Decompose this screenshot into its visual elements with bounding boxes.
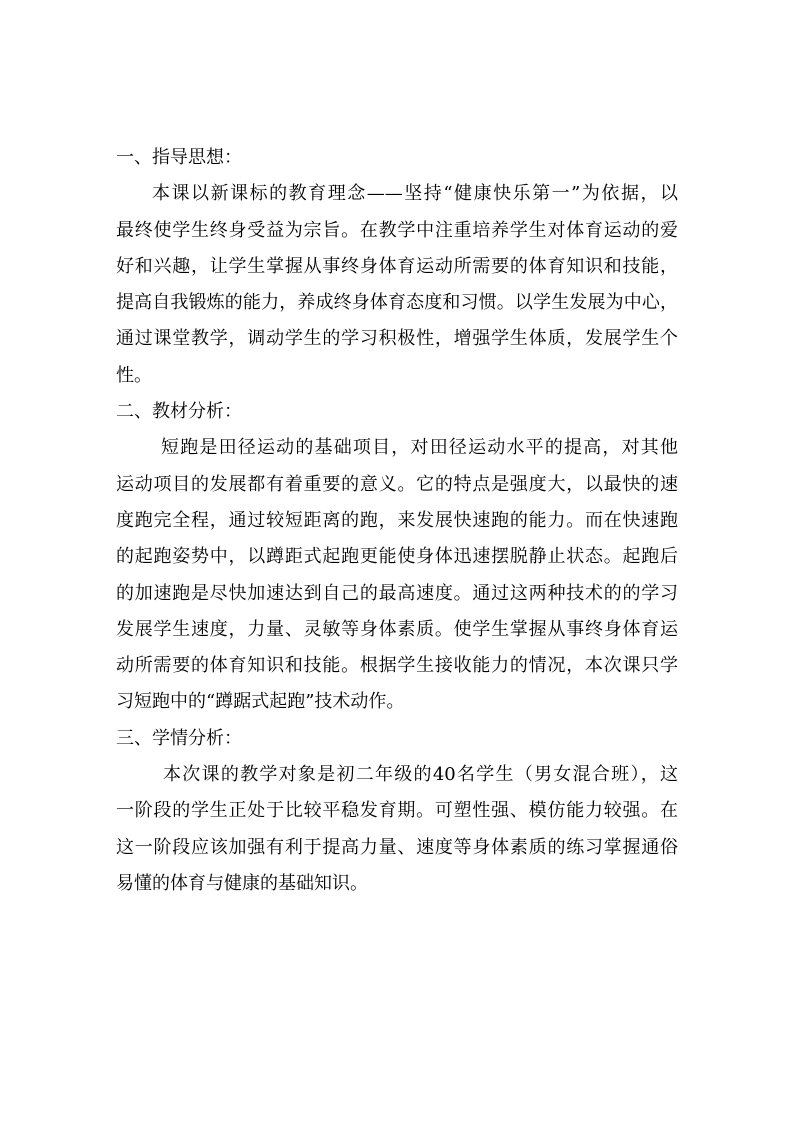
section-heading: 一、指导思想： xyxy=(116,147,242,168)
paragraph-line: 这一阶段应该加强有利于提高力量、速度等身体素质的练习掌握通俗 xyxy=(116,836,678,858)
paragraph-line: 运动项目的发展都有着重要的意义。它的特点是强度大，以最快的速 xyxy=(116,473,678,495)
paragraph-line: 度跑完全程，通过较短距离的跑，来发展快速跑的能力。而在快速跑 xyxy=(116,509,678,531)
paragraph-line: 提高自我锻炼的能力，养成终身体育态度和习惯。以学生发展为中心， xyxy=(116,292,678,314)
paragraph-line: 的起跑姿势中，以蹲距式起跑更能使身体迅速摆脱静止状态。起跑后 xyxy=(116,546,678,568)
section-heading: 二、教材分析： xyxy=(116,401,242,423)
paragraph-line: 本次课的教学对象是初二年级的40名学生（男女混合班），这 xyxy=(163,764,678,786)
paragraph-line: 习短跑中的“蹲踞式起跑”技术动作。 xyxy=(116,691,405,713)
paragraph-line: 的加速跑是尽快加速达到自己的最高速度。通过这两种技术的的学习 xyxy=(116,582,678,604)
paragraph-line: 一阶段的学生正处于比较平稳发育期。可塑性强、模仿能力较强。在 xyxy=(116,800,678,822)
paragraph-line: 性。 xyxy=(116,364,152,386)
paragraph-line: 短跑是田径运动的基础项目，对田径运动水平的提高，对其他 xyxy=(161,437,678,459)
paragraph-line: 发展学生速度，力量、灵敏等身体素质。使学生掌握从事终身体育运 xyxy=(116,618,678,640)
paragraph-line: 通过课堂教学，调动学生的学习积极性，增强学生体质，发展学生个 xyxy=(116,328,678,350)
paragraph-line: 易懂的体育与健康的基础知识。 xyxy=(116,872,368,894)
paragraph-line: 好和兴趣，让学生掌握从事终身体育运动所需要的体育知识和技能， xyxy=(116,255,678,277)
section-heading: 三、学情分析： xyxy=(116,727,242,749)
paragraph-line: 最终使学生终身受益为宗旨。在教学中注重培养学生对体育运动的爱 xyxy=(116,219,678,241)
document-page xyxy=(116,140,678,902)
paragraph-line: 动所需要的体育知识和技能。根据学生接收能力的情况，本次课只学 xyxy=(116,655,678,677)
paragraph-line: 本课以新课标的教育理念——坚持“健康快乐第一”为依据，以 xyxy=(152,183,678,205)
